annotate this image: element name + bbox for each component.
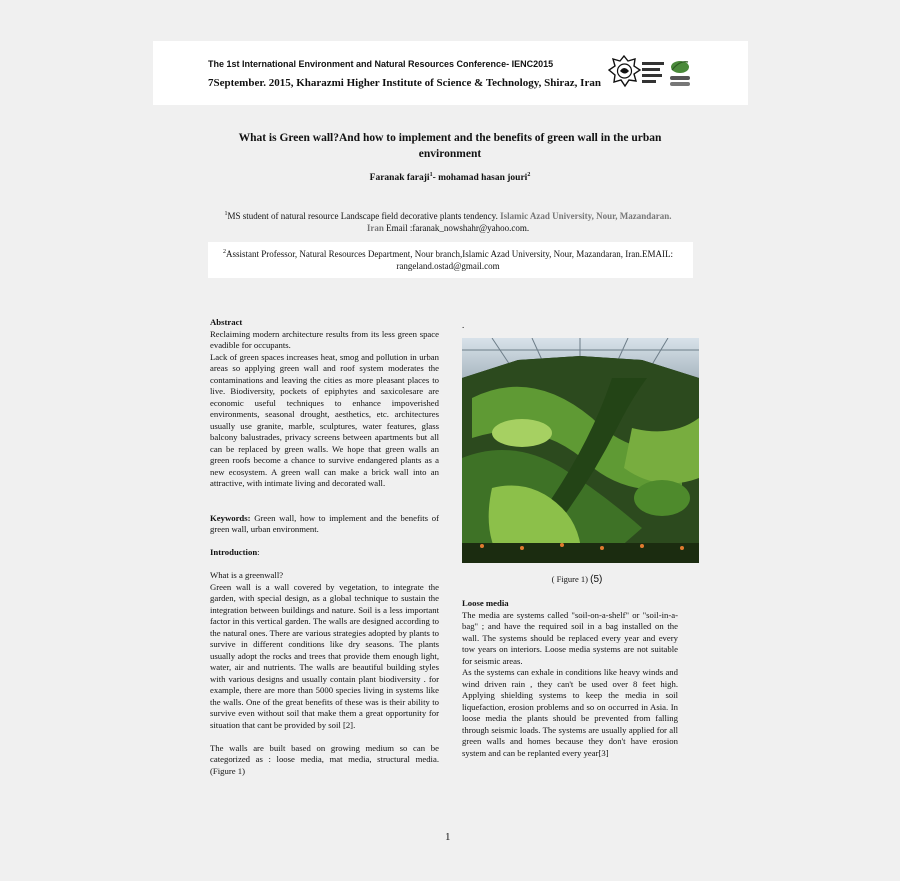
introduction-question: What is a greenwall? xyxy=(210,570,284,580)
paper-title: What is Green wall?And how to implement and the benefits of green wall in the urban environment xyxy=(238,132,662,160)
introduction-paragraph-2: The walls are built based on growing medium so can be categorized as : loose media, mat media, structural media. (Figure 1) xyxy=(210,742,439,776)
abstract-paragraph-2: Lack of green spaces increases heat, smog and pollution in urban areas so applying green wall and roof system moderates the contaminations and leaving the cities as more pleasant places to live. Biodiversity, pockets of epiphytes and saxicolesare are economic useful techniques to enhance impoverished environments, seasonal drought, aesthetics, etc. architectures usually use granite, marble, sculptures, water features, glass balcony balustrades, privacy screens between apartments but all can be replaced by green walls. We hope that green walls an green roofs become a chance to survive endangered plants as a new ecosystem. A green wall can make a brick wall into an attractive, with intimate living and decorated wall. xyxy=(210,351,439,488)
introduction-heading: Introduction xyxy=(210,547,258,557)
stray-dot: . xyxy=(462,320,465,330)
conference-logo-icon xyxy=(608,54,692,94)
conference-name: The 1st International Environment and Natural Resources Conference- IENC2015 xyxy=(208,59,554,69)
loose-media-paragraph-1: The media are systems called "soil-on-a-shelf" or "soil-in-a-bag" ; and have the required soil in a bag installed on the wall. The systems should be replaced every year and every tow years on interiors. Loose media systems are not suitable for seismic areas. xyxy=(462,609,678,666)
authors xyxy=(210,172,690,183)
figure-caption xyxy=(462,574,692,585)
abstract-heading: Abstract xyxy=(210,317,243,327)
author-2-sup: 2 xyxy=(527,172,531,178)
author-1: Faranak faraji xyxy=(369,173,430,184)
page-number: 1 xyxy=(445,831,451,843)
figure-reference: (5) xyxy=(590,574,603,585)
author-1-sup: 1 xyxy=(429,172,433,178)
affiliation-1-text: MS student of natural resource Landscape field decorative plants tendency. xyxy=(227,211,501,221)
affiliation-1-sup: 1 xyxy=(224,211,228,217)
introduction-heading-line xyxy=(210,547,439,559)
left-column xyxy=(210,317,439,777)
affiliation-1-institution: Islamic Azad University, Nour, Mazandaran. Iran xyxy=(366,211,672,233)
keywords-text: Green wall, how to implement and the benefits of green wall, urban environment. xyxy=(210,512,439,534)
green-wall-photo xyxy=(462,338,699,563)
introduction-colon: : xyxy=(257,547,260,557)
introduction-paragraph-1: Green wall is a wall covered by vegetation, to integrate the garden, with special design, as a global technique to sustain the integration between buildings and nature. Soil is a less important factor in this vertical garden. The walls are designed according to the natural ones. There are various strategies adopted by plants to survive in different conditions like dry seasons. The plants usually adopt the rocks and trees that provide them enough light, water, air and nutrients. The walls are beautiful building styles with various designs and usually contain plant biodiversity . for example, there are more than 5000 species living in systems like the walls. One of the great benefits of these was is their ability to survive even without soil that make them a great opportunity for situation that cant be provided by soil [2]. xyxy=(210,581,439,730)
right-column xyxy=(462,598,678,759)
affiliation-2-sup: 2 xyxy=(222,249,226,255)
loose-media-paragraph-2: As the systems can exhale in conditions like heavy winds and wind driven rain , they can't be used over 8 feet high. Applying shielding systems to keep the media in soil liquefaction, erosion problems and so on occurred in Asia. In loose media the plants should be prevented from falling through seismic loads. The systems are usually applied for all green walls and homes because they don't have erosion system and can be replanted every year[3] xyxy=(462,667,678,758)
abstract-paragraph-1: Reclaiming modern architecture results from its less green space evadible for occupants. xyxy=(210,328,439,350)
affiliation-2-text: Assistant Professor, Natural Resources Department, Nour branch,Islamic Azad University, Nour, Mazandaran, Iran.EMAIL: rangeland.ostad@gmail.com xyxy=(225,249,674,271)
keywords-label: Keywords: xyxy=(210,512,251,523)
loose-media-heading: Loose media xyxy=(462,598,509,608)
figure-caption-text: ( Figure 1) xyxy=(551,574,591,584)
keywords xyxy=(210,513,439,536)
conference-date-location: 7September. 2015, Kharazmi Higher Institute of Science & Technology, Shiraz, Iran xyxy=(208,77,601,89)
affiliation-1 xyxy=(222,208,674,234)
author-2: mohamad hasan jouri xyxy=(438,173,528,184)
affiliation-2 xyxy=(222,246,674,272)
affiliation-1-email: Email :faranak_nowshahr@yahoo.com. xyxy=(383,223,530,233)
author-separator: - xyxy=(432,173,439,184)
